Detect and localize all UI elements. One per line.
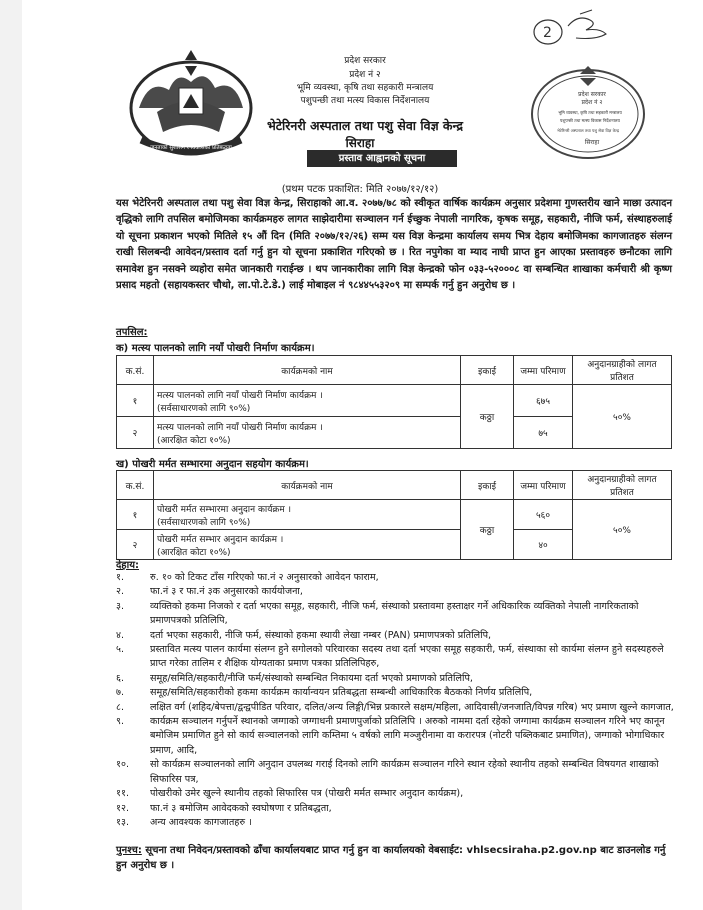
section-b-table: क.सं. कार्यक्रमको नाम इकाई जम्मा परिमाण अनुदानग्राहीको लागत प्रतिशत १ पोखरी मर्मत सम्भारमा अनुदान कार्यक्रम । (सर्वसाधारणको लागि ९०%) कठ्ठा ५६० ५०% २ पोखरी मर्मत सम्भार अनुदान कार्यक्रम । (आरक्षित कोटा १०%) ४० (116, 470, 672, 560)
svg-text:भेटेरिनरी अस्पताल तथा पशु सेवा: भेटेरिनरी अस्पताल तथा पशु सेवा विज्ञ केन्द्र (556, 128, 620, 133)
scan-edge (0, 0, 22, 910)
col-share: अनुदानग्राहीको लागत प्रतिशत (573, 356, 672, 385)
tapasil-label: तपसिल: (116, 327, 148, 338)
unit-cell: कठ्ठा (461, 385, 514, 449)
svg-text:सिराहा: सिराहा (584, 139, 600, 146)
list-item: ११. पोखरीको उमेर खुल्ने स्थानीय तहको सिफारिस पत्र (पोखरी मर्मत सम्भार अनुदान कार्यक्रम), (116, 788, 464, 800)
list-item: १३. अन्य आवश्यक कागजातहरु । (116, 816, 252, 828)
footer-text: सूचना तथा निवेदन/प्रस्तावको ढाँचा कार्यालयबाट प्राप्त गर्नु हुन वा कार्यालयको वेबसाईट: (145, 845, 464, 856)
footer-label: पुनश्च: (116, 845, 142, 856)
handwritten-mark (520, 8, 640, 48)
list-item: ७. समूह/समिति/सहकारीको हकमा कार्यक्रम कार्यान्वयन प्रतिबद्धता सम्बन्धी आधिकारिक बैठकको निर्णय प्रतिलिपि, (116, 687, 533, 699)
list-item: ९. कार्यक्रम सञ्चालन गर्नुपर्ने स्थानको जग्गाको जग्गाधनी प्रमाणपुर्जाको प्रतिलिपि । अरुको नाममा दर्ता रहेको जग्गामा कार्यक्रम सञ्चालन गरिने भए कानून बमोजिम प्रमाणित हुने सो कार्य सञ्चालनको लागि कम्तिमा ५ वर्षको लागि मञ्जुरीनामा वा करारपत्र (नोटरी पब्लिकबाट प्रमाणित), जग्गाको भोगाधिकार प्रमाण, आदि, (116, 716, 665, 756)
list-item: १०. सो कार्यक्रम सञ्चालनको लागि अनुदान उपलब्ध गराई दिनको लागि कार्यक्रम सञ्चालन गरिने स्थान रहेको स्थानीय तहको सम्बन्धित विषयगत शाखाको सिफारिस पत्र, (116, 759, 659, 785)
col-name: कार्यक्रमको नाम (154, 356, 461, 385)
published-date: (प्रथम पटक प्रकाशित: मिति २०७७/१२/१२) (281, 184, 439, 195)
table-row: २ मत्स्य पालनको लागि नयाँ पोखरी निर्माण कार्यक्रम । (आरक्षित कोटा १०%) ७५ (117, 417, 672, 449)
svg-text:भूमि व्यवस्था, कृषि तथा सहकारी: भूमि व्यवस्था, कृषि तथा सहकारी मन्त्रालय (558, 110, 622, 115)
header-line-2: प्रदेश नं २ (349, 70, 381, 80)
svg-text:प्रदेश नं २: प्रदेश नं २ (581, 99, 603, 106)
header-line-3: भूमि व्यवस्था, कृषि तथा सहकारी मन्त्रालय (296, 83, 434, 93)
section-a-title: क) मत्स्य पालनको लागि नयाँ पोखरी निर्माण कार्यक्रम। (116, 343, 315, 354)
footer-text-2: बाट डाउनलोड गर्नु हुन अनुरोध छ । (116, 845, 666, 871)
office-seal (528, 62, 648, 162)
dehay-label: देहाय: (116, 560, 140, 571)
list-item: ८. लक्षित वर्ग (शहिद/बेपत्ता/द्वन्द्वपीडित परिवार, दलित/अन्य लिङ्गी/भिन्न प्रकारले सक्षम/महिला, आदिवासी/जनजाति/विपन्न गरिब) भए प्रमाण खुल्ने कागजात, (116, 701, 674, 713)
svg-text:पशुपन्छी तथा मत्स्य विकास निर्: पशुपन्छी तथा मत्स्य विकास निर्देशनालय (560, 118, 620, 123)
list-item: ६. समूह/समिति/सहकारी/नीजि फर्म/संस्थाको सम्बन्धित निकायमा दर्ता भएको प्रमाणको प्रतिलिपि, (116, 672, 473, 684)
list-item: १२. फा.नं ३ बमोजिम आवेदकको स्वघोषणा र प्रतिबद्धता, (116, 802, 332, 814)
col-qty: जम्मा परिमाण (514, 356, 573, 385)
office-title: भेटेरिनरी अस्पताल तथा पशु सेवा विज्ञ केन्द्र (266, 118, 464, 133)
list-item: ४. दर्ता भएका सहकारी, नीजि फर्म, संस्थाको हकमा स्थायी लेखा नम्बर (PAN) प्रमाणपत्रको प्रतिलिपि, (116, 629, 492, 641)
website-link[interactable]: vhlsecsiraha.p2.gov.np (466, 845, 597, 856)
list-item: ५. प्रस्तावित मत्स्य पालन कार्यमा संलग्न हुने सगोलको परिवारका सदस्य तथा दर्ता भएका समूह सहकारी, फर्म, संस्थाका सो कार्यमा संलग्न हुने सदस्यहरुले प्राप्त गरेका तालिम र शैक्षिक योग्यताका प्रमाण पत्रका प्रतिलिपिहरु, (116, 644, 664, 670)
svg-text:2: 2 (543, 25, 552, 41)
table-row: १ पोखरी मर्मत सम्भारमा अनुदान कार्यक्रम । (सर्वसाधारणको लागि ९०%) कठ्ठा ५६० ५०% (117, 500, 672, 530)
svg-text:जनताको सुशासन र विकासको प्रतिब: जनताको सुशासन र विकासको प्रतिबद्धता (150, 145, 232, 151)
header-line-4: पशुपन्छी तथा मत्स्य विकास निर्देशनालय (300, 96, 430, 106)
svg-text:प्रदेश सरकार: प्रदेश सरकार (578, 91, 606, 98)
requirements-list (116, 571, 676, 830)
list-item: २. फा.नं ३ र फा.नं ३क अनुसारको कार्ययोजना, (116, 586, 303, 598)
share-cell: ५०% (573, 385, 672, 449)
notice-banner: प्रस्ताव आह्वानको सूचना (307, 150, 457, 167)
footer-note (116, 843, 676, 873)
list-item: १. रु. १० को टिकट टाँस गरिएको फा.नं २ अनुसारको आवेदन फाराम, (116, 572, 379, 583)
intro-paragraph: यस भेटेरिनरी अस्पताल तथा पशु सेवा विज्ञ केन्द्र, सिराहाको आ.व. २०७७/७८ को स्वीकृत वार्षिक कार्यक्रम अनुसार प्रदेशमा गुणस्तरीय खाने माछा उत्पादन वृद्धिको लागि तपसिल बमोजिमका कार्यक्रमहरु लागत साझेदारीमा सञ्चालन गर्न ईच्छुक नेपाली नागरिक, कृषक समूह, सहकारी, नीजि फर्म, संस्थाहरुलाई यो सूचना प्रकाशन भएको मितिले १५ औं दिन (मिति २०७७/१२/२६) सम्म यस विज्ञ केन्द्रमा कार्यालय समय भित्र देहाय बमोजिमका कागजातहरु संलग्न राखी सिलबन्दी आवेदन/प्रस्ताव दर्ता गर्नु हुन यो सूचना प्रकाशित गरिएको छ । रित नपुगेका वा म्याद नाघी प्राप्त हुन आएका प्रस्तावहरु छनौटका लागि समावेश हुन नसक्ने व्यहोरा समेत जानकारी गराईन्छ । थप जानकारीका लागि विज्ञ केन्द्रको फोन ०३३-५२०००८ वा सम्बन्धित शाखाका कर्मचारी श्री कृष्ण प्रसाद महतो (सहायकस्तर चौथो, ला.पो.टे.डे.) लाई मोबाइल नं ९८४४५५३२०९ मा सम्पर्क गर्नु हुन अनुरोध छ । (116, 198, 672, 292)
header-line-1: प्रदेश सरकार (344, 56, 386, 66)
section-b-title: ख) पोखरी मर्मत सम्भारमा अनुदान सहयोग कार्यक्रम। (116, 459, 309, 470)
section-a-table (116, 355, 672, 449)
table-row: २ पोखरी मर्मत सम्भार अनुदान कार्यक्रम । (आरक्षित कोटा १०%) ४० (117, 530, 672, 560)
col-unit: इकाई (461, 356, 514, 385)
col-sn: क.सं. (117, 356, 154, 385)
office-location: सिराहा (345, 136, 375, 150)
list-item: ३. व्यक्तिको हकमा निजको र दर्ता भएका समूह, सहकारी, नीजि फर्म, संस्थाको प्रस्तावमा हस्ताक्षर गर्ने अधिकारिक व्यक्तिको नेपाली नागरिकताको प्रमाणपत्रको प्रतिलिपि, (116, 600, 639, 627)
table-row: १ मत्स्य पालनको लागि नयाँ पोखरी निर्माण कार्यक्रम । (सर्वसाधारणको लागि ९०%) कठ्ठा ६७५ ५०% (117, 385, 672, 417)
